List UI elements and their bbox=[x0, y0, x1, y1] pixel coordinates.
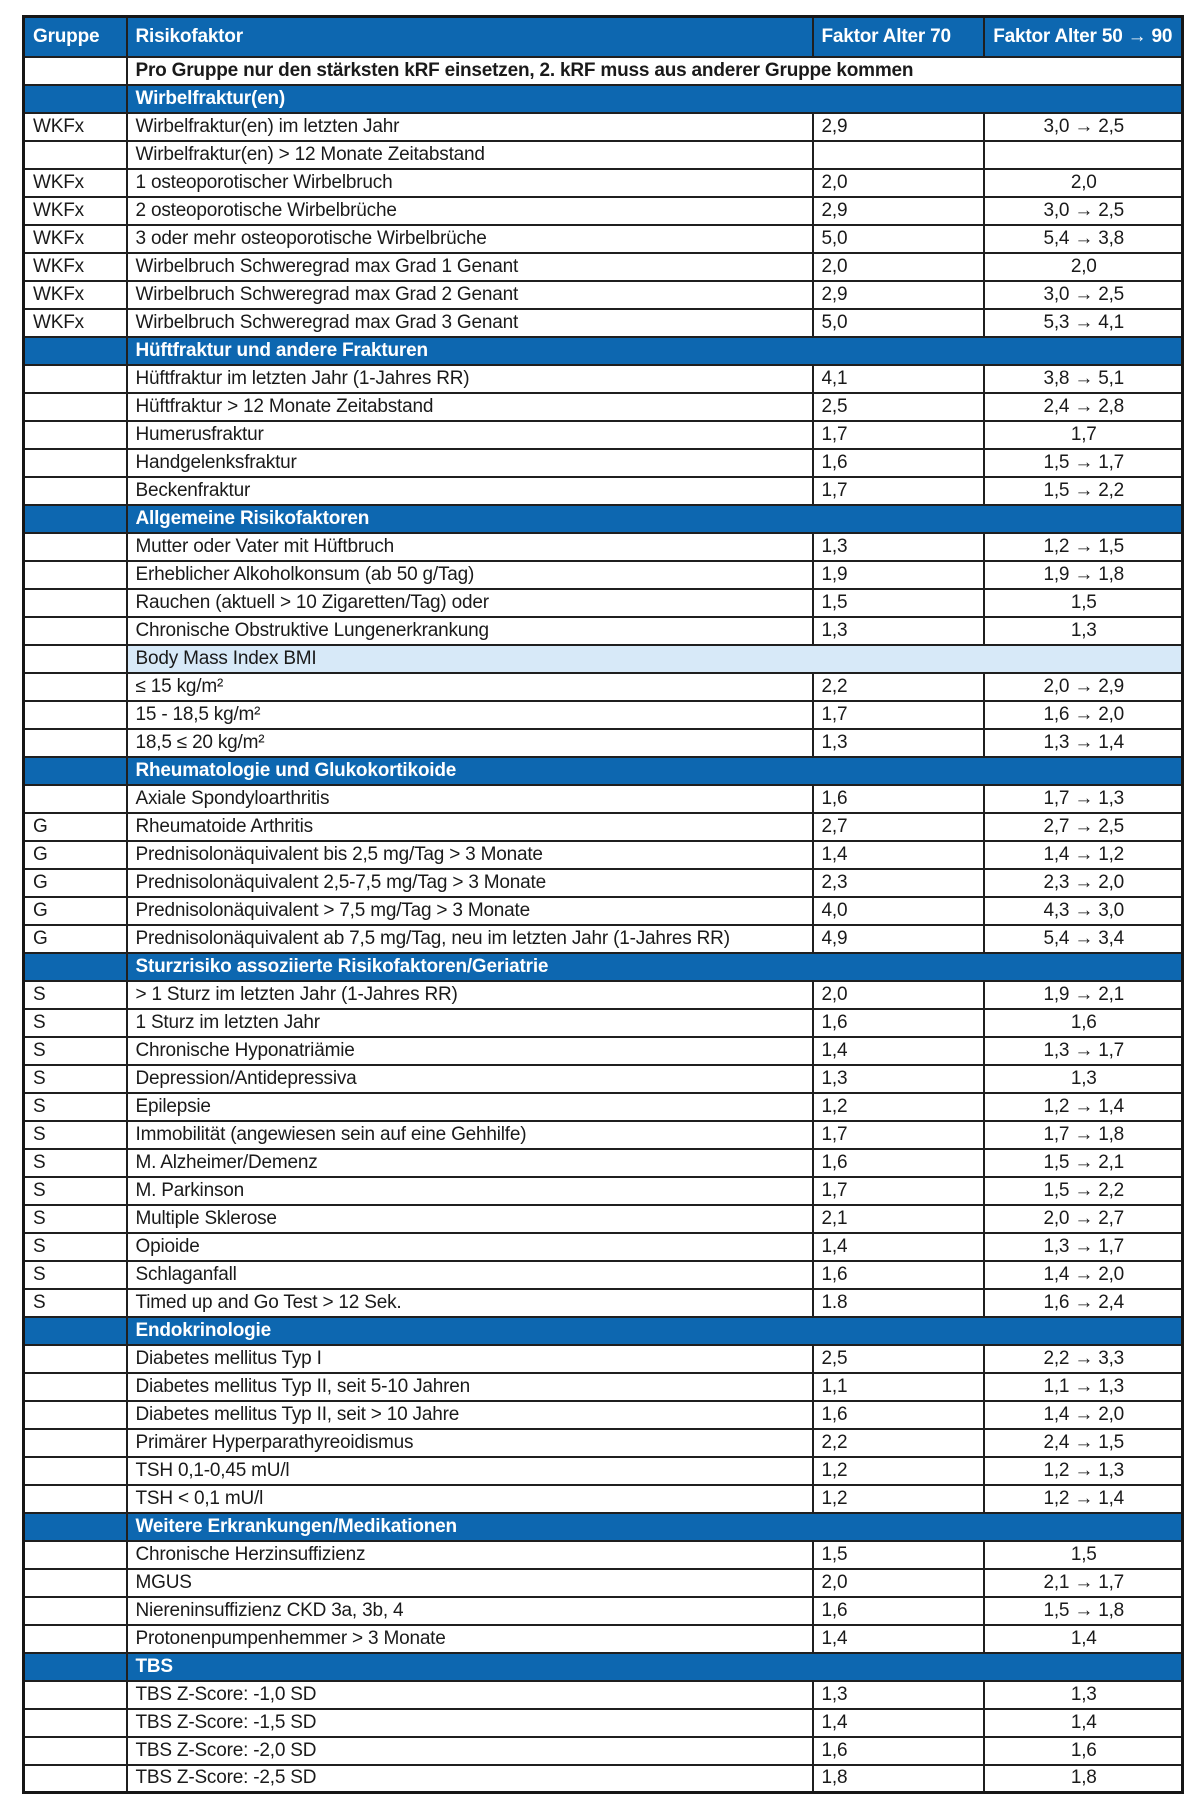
section-header-label: TBS bbox=[127, 1653, 1183, 1681]
section-header-label: Wirbelfraktur(en) bbox=[127, 85, 1183, 113]
risikofaktor-cell: 18,5 ≤ 20 kg/m² bbox=[127, 729, 813, 757]
risikofaktor-cell: M. Parkinson bbox=[127, 1177, 813, 1205]
table-row bbox=[24, 1205, 1183, 1233]
gruppe-cell bbox=[24, 953, 127, 981]
faktor70-cell: 1,7 bbox=[813, 477, 984, 505]
faktor5090-cell: 1,7 → 1,3 bbox=[984, 785, 1183, 813]
section-row bbox=[24, 505, 1183, 533]
risikofaktor-cell: Handgelenksfraktur bbox=[127, 449, 813, 477]
gruppe-cell bbox=[24, 141, 127, 169]
gruppe-cell bbox=[24, 1373, 127, 1401]
column-header-risikofaktor: Risikofaktor bbox=[127, 17, 813, 57]
risikofaktor-cell: TSH 0,1-0,45 mU/l bbox=[127, 1457, 813, 1485]
risikofaktor-cell: Hüftfraktur im letzten Jahr (1-Jahres RR) bbox=[127, 365, 813, 393]
risikofaktor-cell: Humerusfraktur bbox=[127, 421, 813, 449]
table-row bbox=[24, 869, 1183, 897]
table-body bbox=[24, 57, 1183, 1793]
table-row bbox=[24, 1625, 1183, 1653]
faktor5090-cell: 1,9 → 2,1 bbox=[984, 981, 1183, 1009]
faktor5090-cell: 2,7 → 2,5 bbox=[984, 813, 1183, 841]
faktor70-cell: 1,6 bbox=[813, 449, 984, 477]
table-row bbox=[24, 1541, 1183, 1569]
risikofaktor-cell: Opioide bbox=[127, 1233, 813, 1261]
faktor5090-cell: 5,3 → 4,1 bbox=[984, 309, 1183, 337]
gruppe-cell: WKFx bbox=[24, 253, 127, 281]
table-header bbox=[24, 17, 1183, 57]
gruppe-cell bbox=[24, 1485, 127, 1513]
column-header-faktor-alter-50-90: Faktor Alter 50 → 90 bbox=[984, 17, 1183, 57]
gruppe-cell: WKFx bbox=[24, 169, 127, 197]
faktor5090-cell: 1,6 → 2,0 bbox=[984, 701, 1183, 729]
table-row bbox=[24, 1233, 1183, 1261]
risikofaktor-cell: Chronische Obstruktive Lungenerkrankung bbox=[127, 617, 813, 645]
faktor70-cell: 1,3 bbox=[813, 729, 984, 757]
table-row bbox=[24, 561, 1183, 589]
header-row bbox=[24, 17, 1183, 57]
faktor5090-cell: 1,2 → 1,5 bbox=[984, 533, 1183, 561]
gruppe-cell: S bbox=[24, 1121, 127, 1149]
risikofaktor-cell: Rheumatoide Arthritis bbox=[127, 813, 813, 841]
table-row bbox=[24, 421, 1183, 449]
gruppe-cell: WKFx bbox=[24, 281, 127, 309]
gruppe-cell bbox=[24, 1457, 127, 1485]
faktor5090-cell: 2,4 → 2,8 bbox=[984, 393, 1183, 421]
faktor70-cell: 2,0 bbox=[813, 169, 984, 197]
faktor5090-cell: 2,4 → 1,5 bbox=[984, 1429, 1183, 1457]
faktor70-cell: 1,3 bbox=[813, 1681, 984, 1709]
table-row bbox=[24, 841, 1183, 869]
gruppe-cell bbox=[24, 1401, 127, 1429]
gruppe-cell bbox=[24, 365, 127, 393]
risikofaktor-cell: Schlaganfall bbox=[127, 1261, 813, 1289]
faktor5090-cell: 1,4 → 1,2 bbox=[984, 841, 1183, 869]
gruppe-cell: S bbox=[24, 1177, 127, 1205]
faktor5090-cell: 1,2 → 1,4 bbox=[984, 1093, 1183, 1121]
faktor5090-cell: 1,5 bbox=[984, 589, 1183, 617]
gruppe-cell: WKFx bbox=[24, 113, 127, 141]
faktor70-cell: 1,6 bbox=[813, 1597, 984, 1625]
gruppe-cell: G bbox=[24, 897, 127, 925]
section-row bbox=[24, 1653, 1183, 1681]
gruppe-cell: G bbox=[24, 869, 127, 897]
faktor70-cell: 2,0 bbox=[813, 1569, 984, 1597]
faktor70-cell: 1,6 bbox=[813, 785, 984, 813]
risikofaktor-cell: Protonenpumpenhemmer > 3 Monate bbox=[127, 1625, 813, 1653]
gruppe-cell bbox=[24, 393, 127, 421]
faktor70-cell: 1,4 bbox=[813, 1233, 984, 1261]
faktor70-cell: 2,2 bbox=[813, 1429, 984, 1457]
table-row bbox=[24, 617, 1183, 645]
faktor70-cell: 1,4 bbox=[813, 1037, 984, 1065]
risikofaktor-cell: MGUS bbox=[127, 1569, 813, 1597]
gruppe-cell bbox=[24, 1625, 127, 1653]
faktor70-cell: 4,0 bbox=[813, 897, 984, 925]
faktor5090-cell: 1,3 → 1,4 bbox=[984, 729, 1183, 757]
faktor5090-cell: 1,5 → 1,8 bbox=[984, 1597, 1183, 1625]
gruppe-cell bbox=[24, 589, 127, 617]
section-row bbox=[24, 1513, 1183, 1541]
gruppe-cell: S bbox=[24, 1261, 127, 1289]
faktor5090-cell: 1,4 bbox=[984, 1709, 1183, 1737]
table-row bbox=[24, 1121, 1183, 1149]
faktor5090-cell: 1,7 bbox=[984, 421, 1183, 449]
gruppe-cell bbox=[24, 561, 127, 589]
gruppe-cell bbox=[24, 337, 127, 365]
gruppe-cell: S bbox=[24, 1289, 127, 1317]
faktor70-cell: 1,5 bbox=[813, 1541, 984, 1569]
faktor70-cell: 2,7 bbox=[813, 813, 984, 841]
table-row bbox=[24, 253, 1183, 281]
faktor5090-cell: 2,0 → 2,7 bbox=[984, 1205, 1183, 1233]
gruppe-cell: WKFx bbox=[24, 225, 127, 253]
gruppe-cell bbox=[24, 1597, 127, 1625]
table-row bbox=[24, 1569, 1183, 1597]
table-row bbox=[24, 813, 1183, 841]
faktor70-cell: 2,3 bbox=[813, 869, 984, 897]
table-row bbox=[24, 981, 1183, 1009]
gruppe-cell: G bbox=[24, 925, 127, 953]
column-header-faktor-alter-70: Faktor Alter 70 bbox=[813, 17, 984, 57]
gruppe-cell: S bbox=[24, 1065, 127, 1093]
table-row bbox=[24, 1065, 1183, 1093]
faktor5090-cell: 3,0 → 2,5 bbox=[984, 197, 1183, 225]
gruppe-cell bbox=[24, 645, 127, 673]
risikofaktor-cell: Multiple Sklerose bbox=[127, 1205, 813, 1233]
faktor5090-cell: 1,5 → 2,1 bbox=[984, 1149, 1183, 1177]
faktor5090-cell: 3,0 → 2,5 bbox=[984, 113, 1183, 141]
faktor5090-cell: 1,6 bbox=[984, 1737, 1183, 1765]
table-row bbox=[24, 449, 1183, 477]
gruppe-cell: S bbox=[24, 1149, 127, 1177]
table-row bbox=[24, 225, 1183, 253]
faktor70-cell: 1,9 bbox=[813, 561, 984, 589]
risikofaktor-cell: M. Alzheimer/Demenz bbox=[127, 1149, 813, 1177]
faktor5090-cell: 5,4 → 3,8 bbox=[984, 225, 1183, 253]
faktor70-cell: 2,9 bbox=[813, 281, 984, 309]
risikofaktor-cell: Diabetes mellitus Typ I bbox=[127, 1345, 813, 1373]
gruppe-cell bbox=[24, 533, 127, 561]
faktor70-cell: 1,5 bbox=[813, 589, 984, 617]
gruppe-cell bbox=[24, 1653, 127, 1681]
table-row bbox=[24, 197, 1183, 225]
faktor5090-cell: 2,0 → 2,9 bbox=[984, 673, 1183, 701]
faktor70-cell: 2,2 bbox=[813, 673, 984, 701]
table-row bbox=[24, 1177, 1183, 1205]
note-row bbox=[24, 57, 1183, 85]
faktor5090-cell: 2,3 → 2,0 bbox=[984, 869, 1183, 897]
gruppe-cell: S bbox=[24, 1093, 127, 1121]
faktor5090-cell: 1,4 → 2,0 bbox=[984, 1401, 1183, 1429]
table-row bbox=[24, 281, 1183, 309]
table-row bbox=[24, 169, 1183, 197]
faktor70-cell: 1,2 bbox=[813, 1093, 984, 1121]
gruppe-cell bbox=[24, 617, 127, 645]
gruppe-cell: S bbox=[24, 1037, 127, 1065]
table-row bbox=[24, 1681, 1183, 1709]
section-header-label: Weitere Erkrankungen/Medikationen bbox=[127, 1513, 1183, 1541]
table-row bbox=[24, 1597, 1183, 1625]
risikofaktor-cell: Diabetes mellitus Typ II, seit 5-10 Jahren bbox=[127, 1373, 813, 1401]
faktor5090-cell: 1,5 → 2,2 bbox=[984, 477, 1183, 505]
risikofaktor-cell: Prednisolonäquivalent ab 7,5 mg/Tag, neu im letzten Jahr (1-Jahres RR) bbox=[127, 925, 813, 953]
faktor5090-cell: 1,5 → 1,7 bbox=[984, 449, 1183, 477]
faktor70-cell: 2,9 bbox=[813, 197, 984, 225]
section-row bbox=[24, 337, 1183, 365]
faktor5090-cell: 1,6 → 2,4 bbox=[984, 1289, 1183, 1317]
table-row bbox=[24, 1401, 1183, 1429]
table-row bbox=[24, 1261, 1183, 1289]
risikofaktor-cell: Diabetes mellitus Typ II, seit > 10 Jahre bbox=[127, 1401, 813, 1429]
faktor5090-cell: 1,3 bbox=[984, 1681, 1183, 1709]
faktor70-cell: 4,9 bbox=[813, 925, 984, 953]
faktor70-cell: 2,0 bbox=[813, 981, 984, 1009]
faktor70-cell: 2,9 bbox=[813, 113, 984, 141]
risikofaktor-cell: TBS Z-Score: -2,5 SD bbox=[127, 1765, 813, 1793]
subsection-header-label: Body Mass Index BMI bbox=[127, 645, 1183, 673]
gruppe-cell bbox=[24, 1681, 127, 1709]
faktor70-cell: 2,5 bbox=[813, 1345, 984, 1373]
risikofaktor-cell: Rauchen (aktuell > 10 Zigaretten/Tag) oder bbox=[127, 589, 813, 617]
table-row bbox=[24, 1093, 1183, 1121]
gruppe-cell bbox=[24, 729, 127, 757]
faktor5090-cell: 3,0 → 2,5 bbox=[984, 281, 1183, 309]
faktor70-cell: 1,4 bbox=[813, 841, 984, 869]
faktor70-cell: 1,7 bbox=[813, 1177, 984, 1205]
faktor5090-cell: 2,0 bbox=[984, 253, 1183, 281]
risikofaktor-cell: Wirbelbruch Schweregrad max Grad 1 Genant bbox=[127, 253, 813, 281]
faktor70-cell: 1,7 bbox=[813, 1121, 984, 1149]
risikofaktor-cell: Epilepsie bbox=[127, 1093, 813, 1121]
faktor5090-cell: 1,2 → 1,4 bbox=[984, 1485, 1183, 1513]
section-header-label: Sturzrisiko assoziierte Risikofaktoren/Geriatrie bbox=[127, 953, 1183, 981]
gruppe-cell: S bbox=[24, 981, 127, 1009]
gruppe-cell: S bbox=[24, 1233, 127, 1261]
table-row bbox=[24, 1737, 1183, 1765]
faktor70-cell: 1,3 bbox=[813, 617, 984, 645]
section-row bbox=[24, 1317, 1183, 1345]
table-row bbox=[24, 1429, 1183, 1457]
risikofaktor-cell: Timed up and Go Test > 12 Sek. bbox=[127, 1289, 813, 1317]
faktor70-cell: 1,6 bbox=[813, 1737, 984, 1765]
risikofaktor-cell: Prednisolonäquivalent bis 2,5 mg/Tag > 3 Monate bbox=[127, 841, 813, 869]
faktor5090-cell: 1,4 bbox=[984, 1625, 1183, 1653]
subsection-row bbox=[24, 645, 1183, 673]
risikofaktor-cell: Primärer Hyperparathyreoidismus bbox=[127, 1429, 813, 1457]
gruppe-cell: WKFx bbox=[24, 309, 127, 337]
table-row bbox=[24, 393, 1183, 421]
faktor70-cell: 5,0 bbox=[813, 225, 984, 253]
risikofaktor-cell: Chronische Herzinsuffizienz bbox=[127, 1541, 813, 1569]
faktor70-cell: 1,1 bbox=[813, 1373, 984, 1401]
faktor70-cell: 1,8 bbox=[813, 1765, 984, 1793]
risikofaktor-cell: Wirbelbruch Schweregrad max Grad 2 Genant bbox=[127, 281, 813, 309]
faktor70-cell: 1,6 bbox=[813, 1401, 984, 1429]
gruppe-cell bbox=[24, 449, 127, 477]
risikofaktor-cell: ≤ 15 kg/m² bbox=[127, 673, 813, 701]
risikofaktor-cell: 3 oder mehr osteoporotische Wirbelbrüche bbox=[127, 225, 813, 253]
table-row bbox=[24, 897, 1183, 925]
table-row bbox=[24, 785, 1183, 813]
faktor5090-cell: 1,5 bbox=[984, 1541, 1183, 1569]
faktor5090-cell: 1,3 bbox=[984, 1065, 1183, 1093]
gruppe-cell: S bbox=[24, 1205, 127, 1233]
section-header-label: Rheumatologie und Glukokortikoide bbox=[127, 757, 1183, 785]
note-text: Pro Gruppe nur den stärksten kRF einsetzen, 2. kRF muss aus anderer Gruppe kommen bbox=[127, 57, 1183, 85]
faktor70-cell: 2,1 bbox=[813, 1205, 984, 1233]
table-row bbox=[24, 1289, 1183, 1317]
faktor70-cell: 1,2 bbox=[813, 1485, 984, 1513]
faktor70-cell: 1,4 bbox=[813, 1625, 984, 1653]
gruppe-cell: WKFx bbox=[24, 197, 127, 225]
faktor70-cell: 4,1 bbox=[813, 365, 984, 393]
gruppe-cell bbox=[24, 85, 127, 113]
gruppe-cell bbox=[24, 1709, 127, 1737]
faktor70-cell: 5,0 bbox=[813, 309, 984, 337]
risikofaktor-cell: TBS Z-Score: -1,5 SD bbox=[127, 1709, 813, 1737]
gruppe-cell bbox=[24, 701, 127, 729]
risikofaktor-cell: Wirbelfraktur(en) > 12 Monate Zeitabstand bbox=[127, 141, 813, 169]
table-row bbox=[24, 729, 1183, 757]
gruppe-cell bbox=[24, 1317, 127, 1345]
gruppe-cell bbox=[24, 1737, 127, 1765]
risikofaktor-cell: Beckenfraktur bbox=[127, 477, 813, 505]
table-row bbox=[24, 113, 1183, 141]
gruppe-cell: G bbox=[24, 813, 127, 841]
table-row bbox=[24, 141, 1183, 169]
faktor5090-cell: 1,3 → 1,7 bbox=[984, 1233, 1183, 1261]
faktor70-cell: 1,3 bbox=[813, 533, 984, 561]
risikofaktor-cell: Prednisolonäquivalent > 7,5 mg/Tag > 3 Monate bbox=[127, 897, 813, 925]
risk-factor-table bbox=[22, 15, 1184, 1794]
gruppe-cell bbox=[24, 1429, 127, 1457]
section-row bbox=[24, 85, 1183, 113]
risikofaktor-cell: 2 osteoporotische Wirbelbrüche bbox=[127, 197, 813, 225]
risikofaktor-cell: Axiale Spondyloarthritis bbox=[127, 785, 813, 813]
risikofaktor-cell: > 1 Sturz im letzten Jahr (1-Jahres RR) bbox=[127, 981, 813, 1009]
faktor5090-cell: 1,9 → 1,8 bbox=[984, 561, 1183, 589]
faktor70-cell: 2,0 bbox=[813, 253, 984, 281]
faktor5090-cell: 5,4 → 3,4 bbox=[984, 925, 1183, 953]
faktor5090-cell: 1,3 bbox=[984, 617, 1183, 645]
faktor70-cell: 1,7 bbox=[813, 701, 984, 729]
section-header-label: Endokrinologie bbox=[127, 1317, 1183, 1345]
table-row bbox=[24, 1765, 1183, 1793]
faktor5090-cell: 4,3 → 3,0 bbox=[984, 897, 1183, 925]
faktor5090-cell: 1,3 → 1,7 bbox=[984, 1037, 1183, 1065]
table-row bbox=[24, 701, 1183, 729]
faktor70-cell: 2,5 bbox=[813, 393, 984, 421]
table-row bbox=[24, 1009, 1183, 1037]
table-row bbox=[24, 1149, 1183, 1177]
gruppe-cell bbox=[24, 57, 127, 85]
table-row bbox=[24, 1345, 1183, 1373]
gruppe-cell bbox=[24, 1569, 127, 1597]
faktor70-cell: 1,6 bbox=[813, 1009, 984, 1037]
table-row bbox=[24, 1373, 1183, 1401]
table-row bbox=[24, 365, 1183, 393]
gruppe-cell bbox=[24, 785, 127, 813]
table-row bbox=[24, 1485, 1183, 1513]
column-header-gruppe: Gruppe bbox=[24, 17, 127, 57]
table-row bbox=[24, 1037, 1183, 1065]
risikofaktor-cell: TBS Z-Score: -2,0 SD bbox=[127, 1737, 813, 1765]
faktor5090-cell: 1,7 → 1,8 bbox=[984, 1121, 1183, 1149]
table-row bbox=[24, 589, 1183, 617]
table-row bbox=[24, 533, 1183, 561]
risikofaktor-cell: 15 - 18,5 kg/m² bbox=[127, 701, 813, 729]
faktor5090-cell: 2,0 bbox=[984, 169, 1183, 197]
risikofaktor-cell: Depression/Antidepressiva bbox=[127, 1065, 813, 1093]
gruppe-cell: S bbox=[24, 1009, 127, 1037]
gruppe-cell: G bbox=[24, 841, 127, 869]
section-header-label: Hüftfraktur und andere Frakturen bbox=[127, 337, 1183, 365]
table-row bbox=[24, 673, 1183, 701]
risikofaktor-cell: Mutter oder Vater mit Hüftbruch bbox=[127, 533, 813, 561]
faktor70-cell: 1.8 bbox=[813, 1289, 984, 1317]
risikofaktor-cell: Wirbelfraktur(en) im letzten Jahr bbox=[127, 113, 813, 141]
faktor5090-cell: 1,2 → 1,3 bbox=[984, 1457, 1183, 1485]
gruppe-cell bbox=[24, 673, 127, 701]
gruppe-cell bbox=[24, 421, 127, 449]
gruppe-cell bbox=[24, 1345, 127, 1373]
risikofaktor-cell: Wirbelbruch Schweregrad max Grad 3 Genant bbox=[127, 309, 813, 337]
risikofaktor-cell: Chronische Hyponatriämie bbox=[127, 1037, 813, 1065]
gruppe-cell bbox=[24, 1541, 127, 1569]
section-row bbox=[24, 757, 1183, 785]
faktor5090-cell: 3,8 → 5,1 bbox=[984, 365, 1183, 393]
table-row bbox=[24, 477, 1183, 505]
risikofaktor-cell: Erheblicher Alkoholkonsum (ab 50 g/Tag) bbox=[127, 561, 813, 589]
faktor70-cell: 1,3 bbox=[813, 1065, 984, 1093]
faktor70-cell: 1,4 bbox=[813, 1709, 984, 1737]
table-row bbox=[24, 1709, 1183, 1737]
risikofaktor-cell: Hüftfraktur > 12 Monate Zeitabstand bbox=[127, 393, 813, 421]
gruppe-cell bbox=[24, 477, 127, 505]
risikofaktor-cell: Niereninsuffizienz CKD 3a, 3b, 4 bbox=[127, 1597, 813, 1625]
faktor5090-cell: 1,1 → 1,3 bbox=[984, 1373, 1183, 1401]
gruppe-cell bbox=[24, 1513, 127, 1541]
table-row bbox=[24, 1457, 1183, 1485]
section-header-label: Allgemeine Risikofaktoren bbox=[127, 505, 1183, 533]
table-row bbox=[24, 925, 1183, 953]
faktor5090-cell: 2,2 → 3,3 bbox=[984, 1345, 1183, 1373]
faktor70-cell: 1,6 bbox=[813, 1149, 984, 1177]
faktor5090-cell: 1,4 → 2,0 bbox=[984, 1261, 1183, 1289]
risikofaktor-cell: Prednisolonäquivalent 2,5-7,5 mg/Tag > 3 Monate bbox=[127, 869, 813, 897]
risikofaktor-cell: TBS Z-Score: -1,0 SD bbox=[127, 1681, 813, 1709]
faktor70-cell bbox=[813, 141, 984, 169]
risikofaktor-cell: 1 Sturz im letzten Jahr bbox=[127, 1009, 813, 1037]
gruppe-cell bbox=[24, 1765, 127, 1793]
faktor5090-cell: 1,8 bbox=[984, 1765, 1183, 1793]
gruppe-cell bbox=[24, 757, 127, 785]
faktor70-cell: 1,6 bbox=[813, 1261, 984, 1289]
faktor70-cell: 1,7 bbox=[813, 421, 984, 449]
risikofaktor-cell: TSH < 0,1 mU/l bbox=[127, 1485, 813, 1513]
risikofaktor-cell: 1 osteoporotischer Wirbelbruch bbox=[127, 169, 813, 197]
risikofaktor-cell: Immobilität (angewiesen sein auf eine Gehhilfe) bbox=[127, 1121, 813, 1149]
faktor5090-cell: 1,6 bbox=[984, 1009, 1183, 1037]
faktor5090-cell bbox=[984, 141, 1183, 169]
faktor5090-cell: 2,1 → 1,7 bbox=[984, 1569, 1183, 1597]
gruppe-cell bbox=[24, 505, 127, 533]
table-row bbox=[24, 309, 1183, 337]
faktor5090-cell: 1,5 → 2,2 bbox=[984, 1177, 1183, 1205]
faktor70-cell: 1,2 bbox=[813, 1457, 984, 1485]
section-row bbox=[24, 953, 1183, 981]
